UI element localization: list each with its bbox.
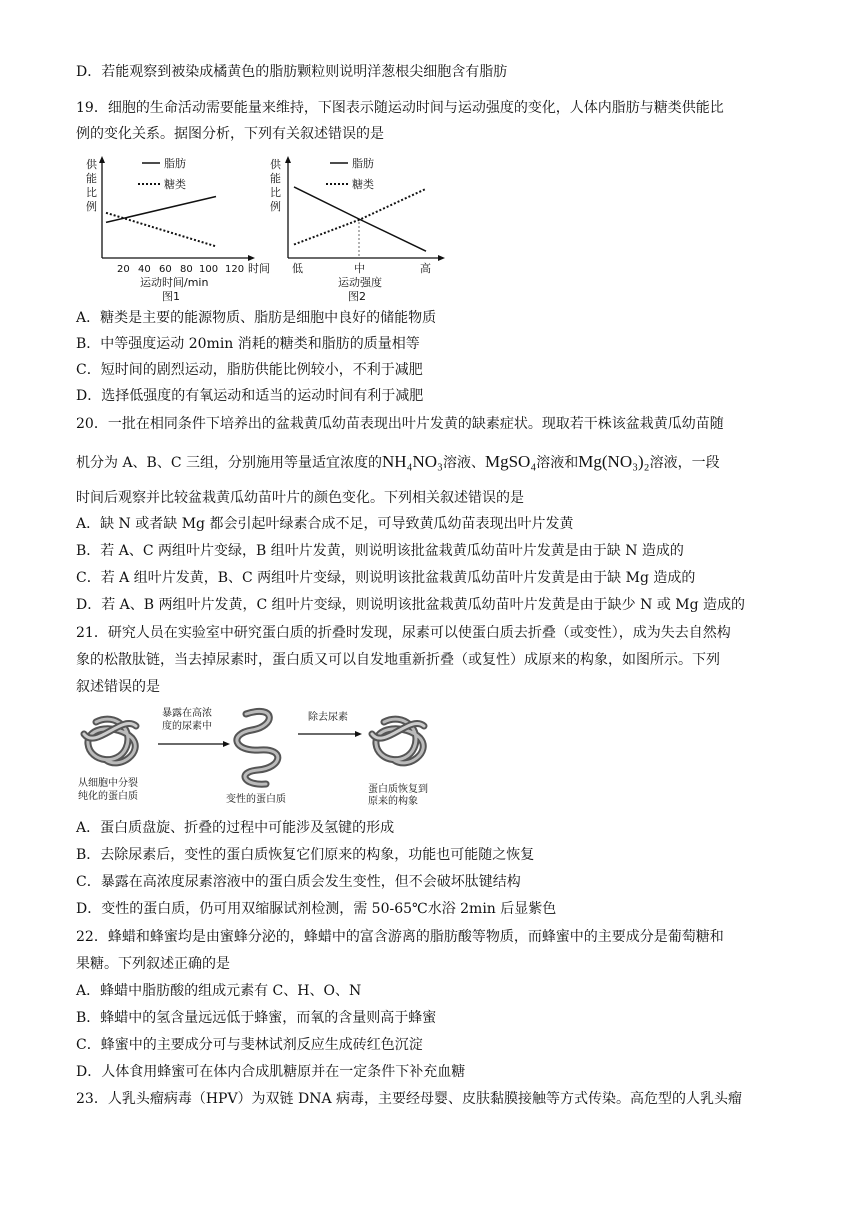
protein-folding-figure: [76, 704, 456, 812]
q20-stem-1: 20．一批在相同条件下培养出的盆栽黄瓜幼苗表现出叶片发黄的缺素症状。现取若干株该盆栽黄瓜幼苗随: [76, 416, 724, 432]
q19-stem-1: 19．细胞的生命活动需要能量来维持，下图表示随运动时间与运动强度的变化，人体内脂肪与糖类供能比: [76, 100, 724, 116]
fig1-ylabel-0: 供: [86, 158, 97, 171]
right-caption-2: 原来的构象: [368, 796, 418, 807]
fig1-ylabel-3: 例: [86, 200, 97, 213]
q22-option-b: B．蜂蜡中的氢含量远远低于蜂蜜，而氧的含量则高于蜂蜜: [76, 1010, 437, 1026]
q21-option-b: B．去除尿素后，变性的蛋白质恢复它们原来的构象，功能也可能随之恢复: [76, 847, 535, 863]
q20-option-d: D．若 A、B 两组叶片发黄，C 组叶片变绿，则说明该批盆栽黄瓜幼苗叶片发黄是由于缺少 N 或 Mg 造成的: [76, 597, 746, 613]
q20-stem-2-mid2: 溶液和: [536, 455, 579, 471]
q22-stem-2: 果糖。下列叙述正确的是: [76, 956, 230, 972]
q21-option-c: C．暴露在高浓度尿素溶液中的蛋白质会发生变性，但不会破坏肽键结构: [76, 874, 521, 890]
fig2-ylabel-1: 能: [270, 172, 281, 185]
q19-option-a: A．糖类是主要的能源物质、脂肪是细胞中良好的储能物质: [76, 310, 437, 326]
denatured-protein-illustration: [237, 711, 278, 784]
chem-mg-no3-2: Mg(NO₃)₂: [578, 452, 650, 471]
chem-mgso4: MgSO₄: [484, 452, 537, 471]
q22-option-a: A．蜂蜡中脂肪酸的组成元素有 C、H、O、N: [76, 983, 362, 999]
fig2-xtick-low: 低: [292, 262, 303, 275]
fig1-xtick-1: 40: [138, 264, 151, 275]
q19-stem-2: 例的变化关系。据图分析，下列有关叙述错误的是: [76, 126, 384, 142]
fig1-legend-fat: 脂肪: [164, 157, 186, 170]
q21-stem-1: 21．研究人员在实验室中研究蛋白质的折叠时发现，尿素可以使蛋白质去折叠（或变性），成为失去自然构: [76, 625, 731, 641]
refolded-protein-illustration: [372, 719, 424, 763]
q22-option-c: C．蜂蜜中的主要成分可与斐林试剂反应生成砖红色沉淀: [76, 1037, 423, 1053]
fig2-legend-sugar: 糖类: [352, 178, 374, 191]
q22-option-d: D．人体食用蜂蜜可在体内合成肌糖原并在一定条件下补充血糖: [76, 1064, 466, 1080]
q19-option-b: B．中等强度运动 20min 消耗的糖类和脂肪的质量相等: [76, 336, 420, 352]
fig2-xlabel: 运动强度: [338, 276, 382, 289]
q19-option-d: D．选择低强度的有氧运动和适当的运动时间有利于减肥: [76, 388, 424, 404]
q18-option-d: D．若能观察到被染成橘黄色的脂肪颗粒则说明洋葱根尖细胞含有脂肪: [76, 64, 508, 80]
fig2-ylabel-0: 供: [270, 158, 281, 171]
fig2-y-arrow: [285, 156, 291, 163]
q20-stem-3: 时间后观察并比较盆栽黄瓜幼苗叶片的颜色变化。下列相关叙述错误的是: [76, 490, 524, 506]
figure-1-chart: [80, 152, 280, 302]
fig2-xtick-mid: 中: [354, 262, 365, 275]
fig1-xtick-0: 20: [117, 264, 130, 275]
q20-option-a: A．缺 N 或者缺 Mg 都会引起叶绿素合成不足，可导致黄瓜幼苗表现出叶片发黄: [76, 516, 574, 532]
q21-option-a: A．蛋白质盘旋、折叠的过程中可能涉及氢键的形成: [76, 820, 395, 836]
fig1-ylabel-2: 比: [86, 186, 97, 199]
fig2-ylabel-2: 比: [270, 186, 281, 199]
fig1-xtick-4: 100: [199, 264, 219, 275]
chem-nh4no3: NH₄NO₃: [382, 452, 443, 471]
fig1-y-arrow: [99, 156, 105, 163]
fig1-xtick-2: 60: [159, 264, 172, 275]
fig2-legend-fat: 脂肪: [352, 157, 374, 170]
fig2-x-arrow: [438, 255, 445, 261]
q20-stem-2-mid1: 溶液、: [442, 455, 485, 471]
fig1-x-end-label: 时间: [248, 262, 270, 275]
left-caption-1: 从细胞中分裂: [78, 778, 138, 789]
fig1-legend-sugar: 糖类: [164, 178, 186, 191]
arrow2-label: 除去尿素: [308, 712, 348, 723]
fig1-x-arrow: [248, 255, 255, 261]
figure-2-chart: [264, 152, 464, 302]
right-caption-1: 蛋白质恢复到: [368, 784, 428, 795]
fig1-ylabel-1: 能: [86, 172, 97, 185]
fig2-xtick-high: 高: [420, 262, 431, 275]
fig1-caption: 图1: [162, 290, 180, 302]
mid-caption: 变性的蛋白质: [226, 794, 286, 805]
arrow1-label-1: 暴露在高浓: [162, 708, 212, 719]
arrow1-label-2: 度的尿素中: [162, 721, 212, 732]
q20-option-c: C．若 A 组叶片发黄，B、C 两组叶片变绿，则说明该批盆栽黄瓜幼苗叶片发黄是由于缺 Mg 造成的: [76, 570, 696, 586]
fig1-xlabel: 运动时间/min: [140, 276, 209, 289]
q21-stem-3: 叙述错误的是: [76, 679, 160, 695]
q21-option-d: D．变性的蛋白质，仍可用双缩脲试剂检测，需 50-65℃水浴 2min 后显紫色: [76, 901, 557, 917]
fig1-xtick-3: 80: [180, 264, 193, 275]
q21-stem-2: 象的松散肽链，当去掉尿素时，蛋白质又可以自发地重新折叠（或复性）成原来的构象，如图所示。下列: [76, 652, 720, 668]
arrow2-head: [355, 731, 362, 737]
q20-option-b: B．若 A、C 两组叶片变绿，B 组叶片发黄，则说明该批盆栽黄瓜幼苗叶片发黄是由于缺 N 造成的: [76, 543, 684, 559]
fig2-ylabel-3: 例: [270, 200, 281, 213]
fig1-lines-series-sugar-line: [106, 213, 216, 247]
q20-stem-2-post: 溶液，一段: [649, 455, 720, 471]
left-caption-2: 纯化的蛋白质: [78, 791, 138, 802]
fig2-caption: 图2: [348, 290, 366, 302]
q23-stem-1: 23．人乳头瘤病毒（HPV）为双链 DNA 病毒，主要经母婴、皮肤黏膜接触等方式传染。高危型的人乳头瘤: [76, 1091, 743, 1107]
fig1-xtick-5: 120: [225, 264, 245, 275]
q20-stem-2-pre: 机分为 A、B、C 三组，分别施用等量适宜浓度的: [76, 455, 383, 471]
fig2-lines-series-fat-line: [294, 187, 426, 251]
q22-stem-1: 22．蜂蜡和蜂蜜均是由蜜蜂分泌的，蜂蜡中的富含游离的脂肪酸等物质，而蜂蜜中的主要成分是葡萄糖和: [76, 929, 724, 945]
folded-protein-illustration: [84, 719, 136, 763]
q19-option-c: C．短时间的剧烈运动，脂肪供能比例较小，不利于减肥: [76, 362, 423, 378]
q20-stem-2: [76, 452, 720, 473]
arrow1-head: [223, 741, 230, 747]
